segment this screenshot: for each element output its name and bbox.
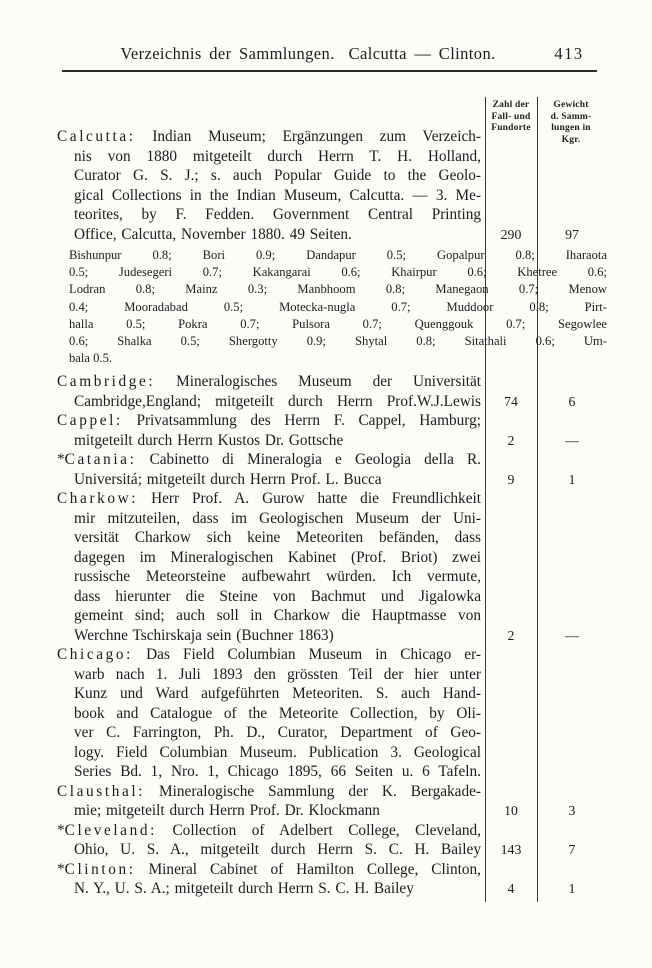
entry-head: Clinton: <box>64 860 136 878</box>
entry-clinton <box>57 860 607 899</box>
entry-head: Cleveland: <box>64 821 157 839</box>
entry-line: gemeint sind; auch soll in Charkow die Hauptmasse von <box>74 607 481 625</box>
entry-line: warb nach 1. Juli 1893 den grössten Teil der hier unter <box>74 665 481 683</box>
entry-text <box>57 821 481 860</box>
weight-value: — <box>565 627 579 643</box>
column-header-weight-line: Kgr. <box>561 134 581 145</box>
running-head-section: Verzeichnis der Sammlungen. <box>120 44 335 63</box>
count-value: 4 <box>507 881 515 897</box>
count-value: 10 <box>504 803 518 819</box>
entry-head: Cappel: <box>57 412 123 430</box>
count-value: 290 <box>500 226 522 242</box>
entry-first-line-text: Das Field Columbian Museum in Chicago er- <box>146 646 481 664</box>
entry-calcutta <box>57 127 607 367</box>
count-value: 2 <box>507 432 515 448</box>
entry-main-row <box>57 782 607 821</box>
count-value <box>485 762 537 782</box>
entry-line: mitgeteilt durch Herrn Kustos Dr. Gottsche <box>74 431 344 449</box>
entry-first-line-text: Cabinetto di Mineralogia e Geologia della R. <box>149 451 481 469</box>
entry-list <box>57 127 607 899</box>
entry-line <box>57 127 481 147</box>
entry-text <box>57 489 481 645</box>
entry-line <box>57 489 481 509</box>
weight-value <box>537 762 607 782</box>
column-header-weight-line: d. Samm- <box>550 111 592 122</box>
entry-line: gical Collections in the Indian Museum, Calcutta. — 3. Me- <box>74 186 481 204</box>
count-value: 143 <box>500 842 522 858</box>
entry-line <box>57 782 481 802</box>
specimen-line: Lodran 0.8; Mainz 0.3; Manbhoom 0.8; Manegaon 0.7; Menow <box>69 282 607 297</box>
entry-line <box>57 450 481 470</box>
weight-value: 1 <box>568 881 576 897</box>
count-value: 2 <box>507 627 515 643</box>
entry-charkow <box>57 489 607 645</box>
entry-line: N. Y., U. S. A.; mitgeteilt durch Herrn S. C. H. Bailey <box>74 880 414 898</box>
entry-text <box>57 450 481 489</box>
entry-first-line-text: Privatsammlung des Herrn F. Cappel, Hamburg; <box>136 412 481 430</box>
entry-main-row <box>57 821 607 860</box>
new-entry-star: * <box>57 451 65 469</box>
entry-line: Kunz und Ward aufgeführten Meteoriten. S. auch Hand- <box>74 685 481 703</box>
new-entry-star: * <box>57 821 65 839</box>
entry-main-row <box>57 127 607 244</box>
entry-catania <box>57 450 607 489</box>
entry-first-line-text: Collection of Adelbert College, Cleveland, <box>172 821 481 839</box>
entry-chicago <box>57 645 607 782</box>
entry-line <box>57 860 481 880</box>
entry-line <box>57 821 481 841</box>
entry-head: Charkow: <box>57 490 139 508</box>
entry-line: mir mitzuteilen, dass im Geologischen Museum der Uni- <box>74 509 481 527</box>
new-entry-star: * <box>57 860 65 878</box>
entry-text <box>57 645 481 782</box>
column-header-count-line: Fundorte <box>491 123 531 133</box>
entry-first-line-text: Indian Museum; Ergänzungen zum Verzeich- <box>152 128 481 145</box>
entry-line: russische Meteorsteine aufbewahrt würden. Ich vermute, <box>74 568 481 586</box>
entry-text <box>57 127 481 244</box>
entry-main-row <box>57 489 607 645</box>
count-value: 9 <box>507 471 515 487</box>
entry-line: Office, Calcutta, November 1880. 49 Seiten. <box>74 225 352 243</box>
specimen-line: halla 0.5; Pokra 0.7; Pulsora 0.7; Quenggouk 0.7; Segowlee <box>69 316 607 331</box>
entry-text <box>57 860 481 899</box>
entry-first-line-text: Herr Prof. A. Gurow hatte die Freundlichkeit <box>151 490 481 508</box>
specimen-line: Bishunpur 0.8; Bori 0.9; Dandapur 0.5; Gopalpur 0.8; Iharaota <box>69 248 607 262</box>
weight-value: 97 <box>565 226 579 242</box>
specimen-line: 0.5; Judesegeri 0.7; Kakangarai 0.6; Khairpur 0.6; Khetree 0.6; <box>69 265 607 280</box>
weight-value: 6 <box>568 393 576 409</box>
entry-line: mie; mitgeteilt durch Herrn Prof. Dr. Klockmann <box>74 802 380 820</box>
entry-main-row <box>57 372 607 411</box>
entry-line <box>57 645 481 665</box>
page-number: 413 <box>554 44 584 63</box>
entry-line: teorites, by F. Fedden. Government Central Printing <box>74 206 481 223</box>
specimen-line: bala 0.5. <box>69 351 113 366</box>
entry-line: logy. Field Columbian Museum. Publication 3. Geological <box>74 743 481 761</box>
entry-line: book and Catalogue of the Meteorite Collection, by Oli- <box>74 704 481 722</box>
entry-cleveland <box>57 821 607 860</box>
specimen-list <box>57 247 607 367</box>
entry-head: Cambridge: <box>57 373 156 391</box>
entry-line: ver C. Farrington, Ph. D., Curator, Department of Geo- <box>74 724 481 742</box>
entry-line: Werchne Tschirskaja sein (Buchner 1863) <box>74 626 334 644</box>
entry-first-line-text: Mineralogisches Museum der Universität <box>176 373 481 391</box>
entry-line: Cambridge,England; mitgeteilt durch Herrn Prof.W.J.Lewis <box>74 392 481 410</box>
entry-main-row <box>57 645 607 782</box>
running-head <box>88 44 528 64</box>
weight-value: 7 <box>568 842 576 858</box>
weight-value: 1 <box>568 471 576 487</box>
entry-first-line-text: Mineral Cabinet of Hamilton College, Clinton, <box>148 860 481 878</box>
entry-line: versität Charkow sich keine Meteoriten befänden, dass <box>74 529 481 547</box>
entry-head: Clausthal: <box>57 782 146 800</box>
column-header-count-line: Fall- und <box>491 111 531 122</box>
specimen-line: 0.6; Shalka 0.5; Shergotty 0.9; Shytal 0.8; Sitathali 0.6; Um- <box>69 333 607 348</box>
entry-main-row <box>57 411 607 450</box>
entry-clausthal <box>57 782 607 821</box>
entry-line: Series Bd. 1, Nro. 1, Chicago 1895, 66 Seiten u. 6 Tafeln. <box>74 763 481 781</box>
entry-text <box>57 411 481 450</box>
entry-text <box>57 782 481 821</box>
entry-cambridge <box>57 372 607 411</box>
column-header-weight-line: lungen in <box>551 123 591 133</box>
entry-line: Universitá; mitgeteilt durch Herrn Prof. L. Bucca <box>74 470 382 488</box>
entry-main-row <box>57 860 607 899</box>
count-value: 74 <box>504 393 518 409</box>
entry-line: dass hierunter die Steine von Bachmut und Jigalowka <box>74 587 481 605</box>
entry-line: Ohio, U. S. A., mitgeteilt durch Herrn S. C. H. Bailey <box>74 841 481 859</box>
entry-head: Catania: <box>64 451 137 469</box>
entry-line: dagegen im Mineralogischen Kabinet (Prof. Briot) zwei <box>74 548 481 566</box>
header-rule <box>62 70 597 72</box>
column-header-count-line: Zahl der <box>492 100 530 110</box>
entry-cappel <box>57 411 607 450</box>
running-head-range: Calcutta — Clinton. <box>348 44 496 63</box>
entry-text <box>57 372 481 411</box>
weight-value: 3 <box>568 803 576 819</box>
entry-line <box>57 411 481 431</box>
entry-first-line-text: Mineralogische Sammlung der K. Bergakade- <box>159 782 481 800</box>
entry-line: Curator G. S. J.; s. auch Popular Guide to the Geolo- <box>74 167 481 184</box>
column-header-weight-line: Gewicht <box>553 100 589 110</box>
entry-head: Calcutta: <box>57 128 136 145</box>
weight-value: — <box>565 432 579 448</box>
entry-line <box>57 372 481 392</box>
entry-main-row <box>57 450 607 489</box>
entry-line: nis von 1880 mitgeteilt durch Herrn T. H. Holland, <box>74 147 481 165</box>
specimen-line: 0.4; Mooradabad 0.5; Motecka-nugla 0.7; Muddoor 0.8; Pirt- <box>69 299 607 314</box>
entry-head: Chicago: <box>57 646 134 664</box>
